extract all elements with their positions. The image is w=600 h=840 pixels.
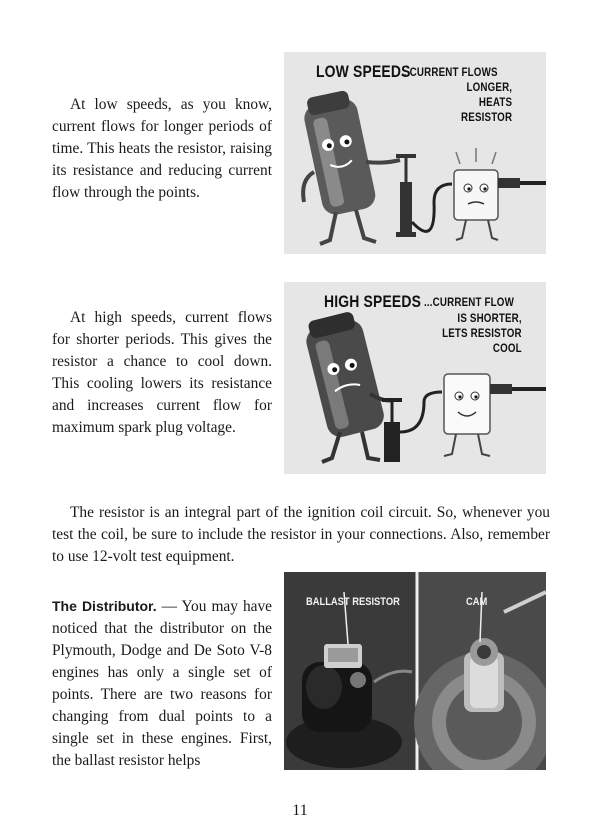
high-speeds-subhead-2: IS SHORTER, <box>457 313 522 325</box>
ballast-resistor-cam-photo <box>284 572 546 770</box>
high-speeds-illustration <box>284 282 546 474</box>
paragraph-resistor-note: The resistor is an integral part of the ignition coil circuit. So, whenever you test the coil, be sure to include the resistor in your connections. Also, remember to use 12-volt test equipment. <box>52 504 550 565</box>
high-speeds-subhead-3: LETS RESISTOR <box>442 328 522 340</box>
high-speeds-heading: HIGH SPEEDS <box>324 292 422 311</box>
low-speeds-illustration <box>284 52 546 254</box>
paragraph-high-speeds: At high speeds, current flows for shorter periods. This gives the resistor a chance to cool down. This cooling lowers its resistance and increases current flow for maximum spark plug voltage. <box>52 309 272 436</box>
high-speeds-subhead-4: COOL <box>493 343 522 355</box>
paragraph-low-speeds: At low speeds, as you know, current flows for longer periods of time. This heats the resistor, raising its resistance and reducing current flow through the points. <box>52 96 272 201</box>
distributor-heading: The Distributor. <box>52 598 157 614</box>
ballast-resistor-label: BALLAST RESISTOR <box>306 596 400 608</box>
cam-label: CAM <box>466 596 488 608</box>
paragraph-distributor <box>52 595 272 772</box>
distributor-body: — You may have noticed that the distributor on the Plymouth, Dodge and De Soto V-8 engines has only a single set of points. There are two reasons for changing from dual points to a single set in these engines. First, the ballast resistor helps <box>52 598 272 769</box>
page-number: 11 <box>292 802 308 819</box>
low-speeds-subhead-4: RESISTOR <box>460 112 512 124</box>
low-speeds-heading: LOW SPEEDS <box>316 62 411 81</box>
low-speeds-subhead-1: ...CURRENT FLOWS <box>401 67 498 79</box>
high-speeds-subhead-1: ...CURRENT FLOW <box>424 297 514 309</box>
low-speeds-subhead-2: LONGER, <box>466 82 512 94</box>
low-speeds-subhead-3: HEATS <box>478 97 512 109</box>
